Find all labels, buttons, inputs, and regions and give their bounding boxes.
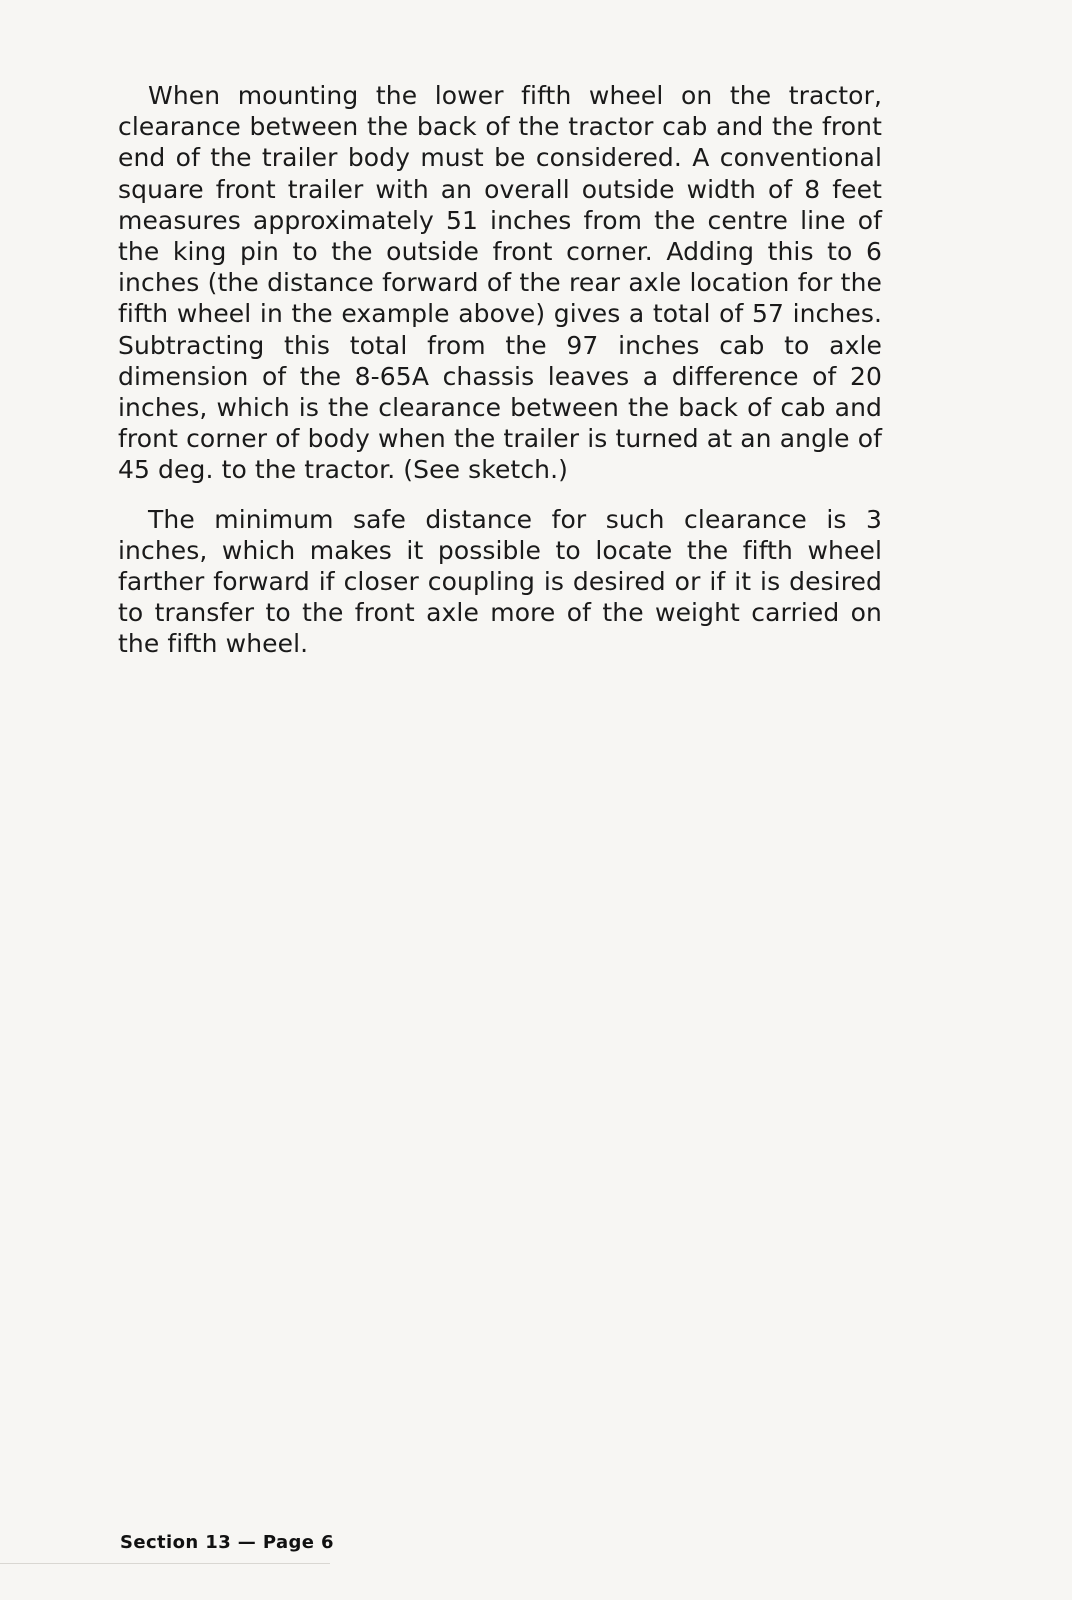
body-text — [118, 80, 882, 678]
paragraph-minimum-safe-distance: The minimum safe distance for such clearance is 3 inches, which makes it possible to locate the fifth wheel farther forward if closer coupling is desired or if it is desired to transfer to the front axle more of the weight carried on the fifth wheel. — [118, 504, 882, 659]
scan-edge-line — [0, 1563, 330, 1564]
paragraph-fifth-wheel-clearance: When mounting the lower fifth wheel on the tractor, clearance between the back of the tractor cab and the front end of the trailer body must be considered. A conventional square front trailer with an overall outside width of 8 feet measures approximately 51 inches from the centre line of the king pin to the outside front corner. Adding this to 6 inches (the distance forward of the rear axle location for the fifth wheel in the example above) gives a total of 57 inches. Subtracting this total from the 97 inches cab to axle dimension of the 8-65A chassis leaves a difference of 20 inches, which is the clearance between the back of cab and front corner of body when the trailer is turned at an angle of 45 deg. to the tractor. (See sketch.) — [118, 81, 882, 485]
page-footer: Section 13 — Page 6 — [120, 1532, 334, 1553]
